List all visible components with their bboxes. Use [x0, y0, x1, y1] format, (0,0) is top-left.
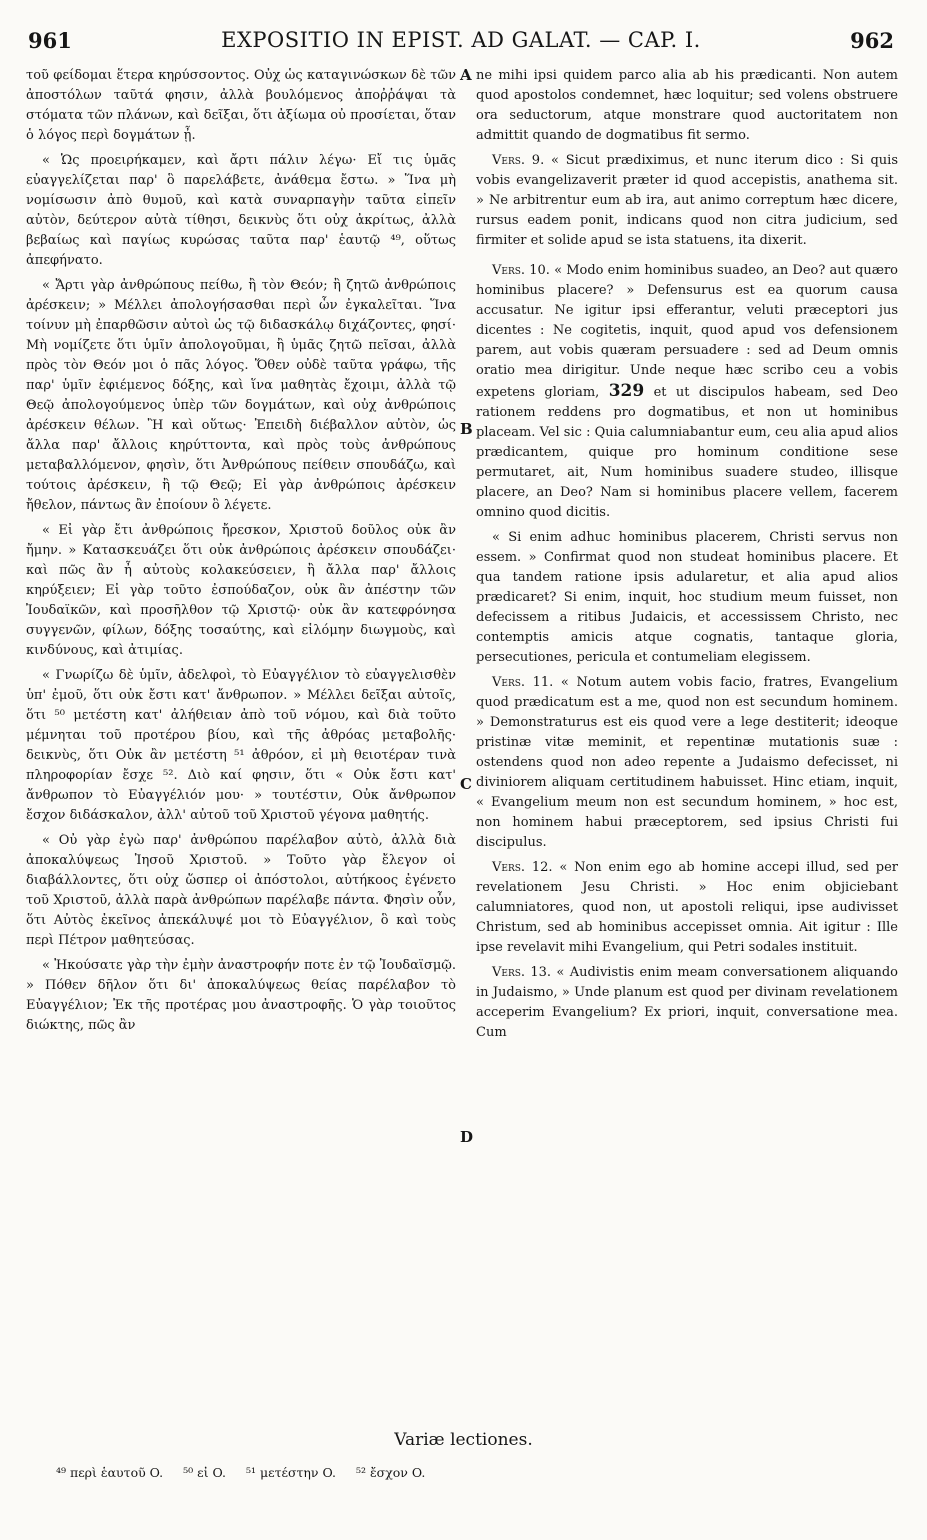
verse-label: Vers. 10.: [492, 263, 550, 278]
latin-paragraph: ne mihi ipsi quidem parco alia ab his prædicanti. Non autem quod apostolos condemnet, hæc loquitur; sed volens obstruere ora seductorum, atque monstrare quod auctoritatem non admittit quando de dogmatibus fit sermo.: [476, 68, 898, 143]
footnotes: [56, 1465, 896, 1480]
folio-number: 329: [608, 381, 645, 401]
latin-text: « Notum autem vobis facio, fratres, Evangelium quod prædicatum est a me, quod non est secundum hominem. » Demonstraturus est eis quod vere a lege destiterit; ideoque pristinæ vitæ meminit, et repentinæ mutationis suæ : ostendens quod non adeo repente a Judaismo defecisset, ni diviniorem aliquam certitudinem habuisset. Hinc etiam, inquit, « Evangelium meum non est secundum hominem, » hoc est, non hominem habui præceptorem, sed ipsius Christi fui discipulus.: [476, 675, 898, 850]
page-number-left: 961: [28, 28, 72, 53]
latin-paragraph: [476, 673, 898, 853]
latin-paragraph: [476, 261, 898, 523]
footnote: ⁴⁹ περὶ ἑαυτοῦ O.: [56, 1465, 164, 1480]
running-header: [28, 28, 894, 62]
latin-column: [476, 66, 898, 1426]
greek-paragraph: « Οὐ γὰρ ἐγὼ παρ' ἀνθρώπου παρέλαβον αὐτὸ, ἀλλὰ διὰ ἀποκαλύψεως Ἰησοῦ Χριστοῦ. » Τοῦτο γὰρ ἔλεγον οἱ διαβάλλοντες, ὅτι οὐχ ὥσπερ οἱ ἀπόστολοι, αὐτήκοος ἐγένετο τοῦ Χριστοῦ, ἀλλὰ παρὰ ἀνθρώπων παρέλαβε πάντα. Φησὶν οὖν, ὅτι Αὐτὸς ἐκεῖνος ἀπεκάλυψέ μοι τὸ Εὐαγγέλιον, ὃ καὶ τοὺς περὶ Πέτρον μαθητεύσας.: [26, 833, 456, 948]
margin-marker-b: B: [460, 420, 473, 438]
greek-paragraph: « Ἠκούσατε γὰρ τὴν ἐμὴν ἀναστροφήν ποτε ἐν τῷ Ἰουδαϊσμῷ. » Πόθεν δῆλον ὅτι δι' ἀποκαλύψεως θείας παρέλαβον τὸ Εὐαγγέλιον; Ἐκ τῆς προτέρας μου ἀναστροφῆς. Ὁ γὰρ τοιοῦτος διώκτης, πῶς ἂν: [26, 958, 456, 1033]
latin-paragraph: [476, 963, 898, 1043]
latin-text: « Audivistis enim meam conversationem aliquando in Judaismo, » Unde planum est quod per divinam revelationem acceperim Evangelium? Ex priori, inquit, conversatione mea. Cum: [476, 965, 898, 1040]
margin-marker-a: A: [460, 66, 472, 84]
verse-label: Vers. 9.: [492, 153, 545, 168]
greek-paragraph: « Γνωρίζω δὲ ὑμῖν, ἀδελφοὶ, τὸ Εὐαγγέλιον τὸ εὐαγγελισθὲν ὑπ' ἐμοῦ, ὅτι οὐκ ἔστι κατ' ἄνθρωπον. » Μέλλει δεῖξαι αὐτοῖς, ὅτι ⁵⁰ μετέστη κατ' ἀλήθειαν ἀπὸ τοῦ νόμου, καὶ διὰ τοῦτο μέμνηται τοῦ προτέρου βίου, καὶ τῆς ἀθρόας μεταβολῆς· δεικνὺς, ὅτι Οὐκ ἂν μετέστη ⁵¹ ἀθρόον, εἰ μὴ θειοτέραν τινὰ πληροφορίαν ἔσχε ⁵². Διὸ καί φησιν, ὅτι « Οὐκ ἔστι κατ' ἄνθρωπον τὸ Εὐαγγέλιόν μου· » τουτέστιν, Οὐκ ἄνθρωπον ἔσχον διδάσκαλον, ἀλλ' αὐτοῦ τοῦ Χριστοῦ γέγονα μαθητής.: [26, 668, 456, 823]
greek-paragraph: « Ἄρτι γὰρ ἀνθρώπους πείθω, ἢ τὸν Θεόν; ἢ ζητῶ ἀνθρώποις ἀρέσκειν; » Μέλλει ἀπολογήσασθαι περὶ ὧν ἐγκαλεῖται. Ἵνα τοίνυν μὴ ἐπαρθῶσιν αὐτοὶ ὡς τῷ διδασκάλῳ διχάζοντες, φησί· Μὴ νομίζετε ὅτι ὑμῖν ἀπολογοῦμαι, ἢ ὑμᾶς ζητῶ πεῖσαι, ἀλλὰ πρὸς τὸν Θεόν μοι ὁ πᾶς λόγος. Ὅθεν οὐδὲ ταῦτα γράφω, τῆς παρ' ὑμῖν ἐφιέμενος δόξης, καὶ ἵνα μαθητὰς ἔχοιμι, ἀλλὰ τῷ Θεῷ ἀπολογούμενος ὑπὲρ τῶν δογμάτων, καὶ οὐχ ἀνθρώποις ἀρέσκειν θέλων. Ἢ καὶ οὕτως· Ἐπειδὴ διέβαλλον αὐτὸν, ὡς ἄλλα παρ' ἄλλοις κηρύττοντα, καὶ πρὸς τοὺς ἀνθρώπους μεταβαλλόμενον, φησὶν, ὅτι Ἀνθρώπους πείθειν σπουδάζω, καὶ τούτοις ἀρέσκειν, ἢ τῷ Θεῷ; Εἰ γὰρ ἀνθρώποις ἀρέσκειν ἤθελον, πάντως ἂν ἐποίουν ὃ λέγετε.: [26, 278, 456, 513]
footnote: ⁵⁰ εἰ O.: [183, 1465, 226, 1480]
running-title: EXPOSITIO IN EPIST. AD GALAT. — CAP. I.: [221, 28, 701, 52]
latin-paragraph: « Si enim adhuc hominibus placerem, Christi servus non essem. » Confirmat quod non studeat hominibus placere. Et qua tandem ratione ipsis adularetur, et alia apud alios prædicaret? Si enim, inquit, hoc studium meum fuisset, non defecissem a ritibus Judaicis, et accessissem Christo, nec contemptis amicis atque cognatis, tantaque gloria, persecutiones, pericula et contumeliam elegissem.: [476, 530, 898, 665]
latin-text: « Modo enim hominibus suadeo, an Deo? aut quæro hominibus placere? » Defensurus est ea quorum causa accusatur. Ne igitur ipsi efferantur, veluti præceptori jus dicentes : Ne cogitetis, inquit, quod apud vos defensionem parem, aut vobis quæram persuadere : sed ad Deum omnis oratio mea dirigitur. Unde neque hæc scribo ceu a vobis expetens gloriam,: [476, 263, 898, 400]
greek-column: [26, 66, 456, 1426]
latin-paragraph: [476, 858, 898, 958]
latin-text: « Sicut prædiximus, et nunc iterum dico : Si quis vobis evangelizaverit præter id quod accepistis, anathema sit. » Ne arbitrentur eum ab ira, aut animo correptum hæc dicere, rursus eadem ponit, indicans quod non citra judicium, sed firmiter et solide apud se ista statuens, ita dixerit.: [476, 153, 898, 248]
page-number-right: 962: [850, 28, 894, 53]
latin-text: et ut discipulos habeam, sed Deo rationem reddens pro dogmatibus, et non ut hominibus placeam. Vel sic : Quia calumniabantur eum, ceu alia apud alios prædicantem, quique pro hominum conditione sese permutaret, ait, Num hominibus suadere studeo, illisque placere, an Deo? Nam si hominibus placere vellem, facerem omnino quod dicitis.: [476, 385, 898, 520]
verse-label: Vers. 13.: [492, 965, 552, 980]
margin-marker-c: C: [460, 775, 472, 793]
variae-lectiones-heading: Variæ lectiones.: [394, 1430, 533, 1450]
greek-paragraph: « Εἰ γὰρ ἔτι ἀνθρώποις ἤρεσκον, Χριστοῦ δοῦλος οὐκ ἂν ἤμην. » Κατασκευάζει ὅτι οὐκ ἀνθρώποις ἀρέσκειν σπουδάζει· καὶ πῶς ἂν ἦ αὐτοὺς κολακεύσειεν, ἢ ἄλλα παρ' ἄλλοις κηρύξειεν; Εἰ γὰρ τοῦτο ἐσπούδαζον, οὐκ ἂν ἀπέστην τῶν Ἰουδαϊκῶν, καὶ προσῆλθον τῷ Χριστῷ· οὐκ ἂν κατεφρόνησα συγγενῶν, φίλων, δόξης τοσαύτης, καὶ εἱλόμην διωγμοὺς, καὶ κινδύνους, καὶ ἀτιμίας.: [26, 523, 456, 658]
verse-label: Vers. 12.: [492, 860, 553, 875]
verse-label: Vers. 11.: [492, 675, 554, 690]
greek-paragraph: τοῦ φείδομαι ἕτερα κηρύσσοντος. Οὐχ ὡς καταγινώσκων δὲ τῶν ἀποστόλων ταῦτά φησιν, ἀλλὰ βουλόμενος ἀποῤῥάψαι τὰ στόματα τῶν πλάνων, καὶ δεῖξαι, ὅτι ἀξίωμα οὐ προσίεται, ὅταν ὁ λόγος περὶ δογμάτων ᾖ.: [26, 68, 456, 143]
footnote: ⁵¹ μετέστην O.: [245, 1465, 336, 1480]
footnote: ⁵² ἔσχον O.: [355, 1465, 426, 1480]
latin-paragraph: [476, 151, 898, 251]
latin-text: « Non enim ego ab homine accepi illud, sed per revelationem Jesu Christi. » Hoc enim objiciebant calumniatores, quod non, ut apostoli reliqui, ipse audivisset Christum, sed ab hominibus accepisset omnia. Ait igitur : Ille ipse revelavit mihi Evangelium, qui Petri sodales instituit.: [476, 860, 898, 955]
margin-marker-d: D: [460, 1128, 474, 1146]
greek-paragraph: « Ὡς προειρήκαμεν, καὶ ἄρτι πάλιν λέγω· Εἴ τις ὑμᾶς εὐαγγελίζεται παρ' ὃ παρελάβετε, ἀνάθεμα ἔστω. » Ἵνα μὴ νομίσωσιν ἀπὸ θυμοῦ, καὶ κατὰ συναρπαγὴν ταῦτα εἰπεῖν αὐτὸν, δεύτερον αὐτὰ τίθησι, δεικνὺς ὅτι οὐχ ἀκρίτως, ἀλλὰ βεβαίως καὶ παγίως κυρώσας ταῦτα παρ' ἑαυτῷ ⁴⁹, οὕτως ἀπεφήνατο.: [26, 153, 456, 268]
